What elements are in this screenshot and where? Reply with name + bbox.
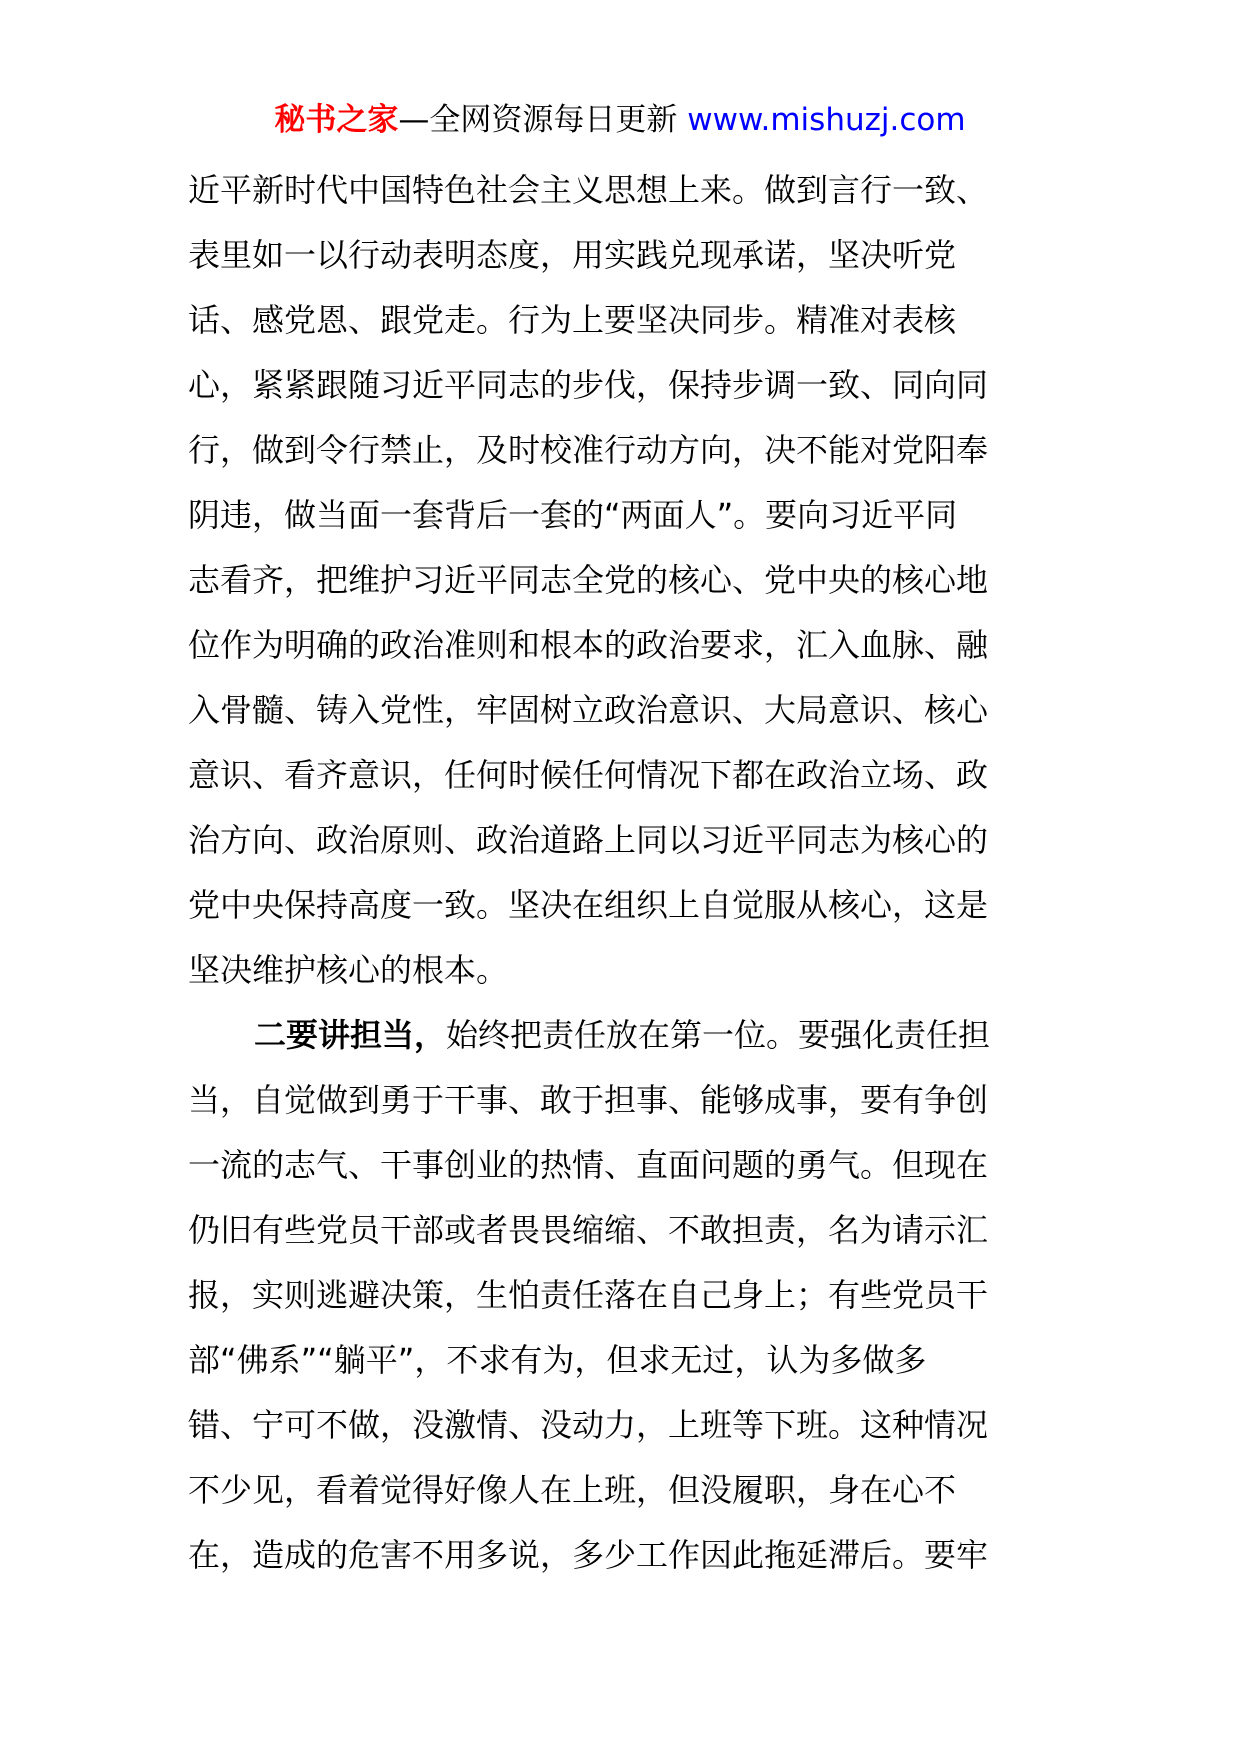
text-line: 在，造成的危害不用多说，多少工作因此拖延滞后。要牢 (188, 1536, 989, 1574)
document-body (188, 158, 1058, 1588)
page-header (0, 98, 1240, 142)
text-line: 阴违，做当面一套背后一套的“两面人”。要向习近平同 (188, 496, 958, 534)
text-line: 党中央保持高度一致。坚决在组织上自觉服从核心，这是 (188, 886, 989, 924)
text-line: 治方向、政治原则、政治道路上同以习近平同志为核心的 (188, 821, 989, 859)
brand-name: 秘书之家 (274, 102, 399, 138)
paragraph-1 (188, 158, 1058, 1003)
text-line: 话、感党恩、跟党走。行为上要坚决同步。精准对表核 (188, 301, 957, 339)
text-line: 入骨髓、铸入党性，牢固树立政治意识、大局意识、核心 (188, 691, 989, 729)
text-line: 报，实则逃避决策，生怕责任落在自己身上；有些党员干 (188, 1276, 989, 1314)
text-line: 表里如一以行动表明态度，用实践兑现承诺，坚决听党 (188, 236, 957, 274)
text-line: 行，做到令行禁止，及时校准行动方向，决不能对党阳奉 (188, 431, 989, 469)
text-line: 错、宁可不做，没激情、没动力，上班等下班。这种情况 (188, 1406, 989, 1444)
text-line: 坚决维护核心的根本。 (188, 951, 509, 989)
text-line: 志看齐，把维护习近平同志全党的核心、党中央的核心地 (188, 561, 989, 599)
section-lead: 二要讲担当， (254, 1016, 447, 1054)
header-tagline: —全网资源每日更新 (398, 102, 688, 138)
text-line: 近平新时代中国特色社会主义思想上来。做到言行一致、 (188, 171, 989, 209)
text-line: 一流的志气、干事创业的热情、直面问题的勇气。但现在 (188, 1146, 989, 1184)
paragraph-2 (188, 1003, 1058, 1588)
paragraph-first-line (188, 1003, 1058, 1068)
text-line: 仍旧有些党员干部或者畏畏缩缩、不敢担责，名为请示汇 (188, 1211, 989, 1249)
text-line: 当，自觉做到勇于干事、敢于担事、能够成事，要有争创 (188, 1081, 989, 1119)
header-url[interactable]: www.mishuzj.com (687, 102, 966, 138)
text-line: 不少见，看着觉得好像人在上班，但没履职，身在心不 (188, 1471, 957, 1509)
text-line: 位作为明确的政治准则和根本的政治要求，汇入血脉、融 (188, 626, 989, 664)
text-line: 心，紧紧跟随习近平同志的步伐，保持步调一致、同向同 (188, 366, 989, 404)
text-line: 部“佛系”“躺平”，不求有为，但求无过，认为多做多 (188, 1341, 927, 1379)
text-line: 意识、看齐意识，任何时候任何情况下都在政治立场、政 (188, 756, 989, 794)
section-lead-rest: 始终把责任放在第一位。要强化责任担 (446, 1016, 991, 1054)
